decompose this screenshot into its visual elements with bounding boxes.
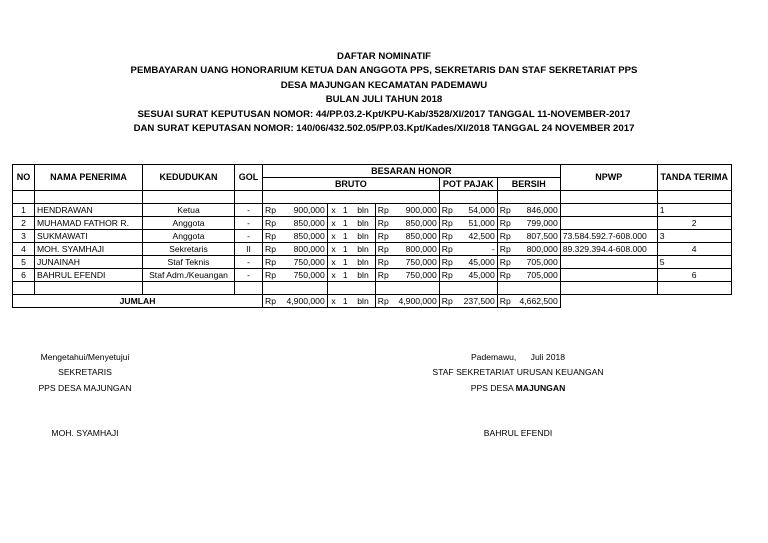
cell-tanda-terima: [657, 230, 731, 243]
cell-no: 1: [13, 204, 35, 217]
total-rate: 4,900,000: [285, 295, 328, 308]
cell-pajak: 51,000: [457, 217, 497, 230]
cell-unit: bln: [351, 230, 375, 243]
cell-no: 3: [13, 230, 35, 243]
col-header-bersih: BERSIH: [497, 178, 560, 191]
cell-rp3: Rp: [439, 269, 457, 282]
total-rp-rate: Rp: [263, 295, 285, 308]
cell-x: x: [327, 230, 339, 243]
cell-gol: -: [235, 256, 263, 269]
cell-qty: 1: [339, 243, 351, 256]
sig-left-approval: Mengetahui/Menyetujui: [40, 352, 130, 362]
cell-bersih: 846,000: [515, 204, 560, 217]
table-row: [13, 269, 732, 282]
signature-right: [418, 350, 618, 442]
col-header-nama: NAMA PENERIMA: [35, 165, 143, 191]
tanda-terima-left-number: 3: [659, 230, 665, 241]
cell-bersih: 799,000: [515, 217, 560, 230]
title-sk-kpu: SESUAI SURAT KEPUTUSAN NOMOR: 44/PP.03.2-Kpt/KPU-Kab/3528/XI/2017 TANGGAL 11-NOVEMBER-2017: [137, 108, 631, 120]
cell-bersih: 705,000: [515, 256, 560, 269]
cell-rp1: Rp: [263, 256, 285, 269]
cell-pajak: 45,000: [457, 269, 497, 282]
total-times: x: [327, 295, 339, 308]
cell-rate: 800,000: [285, 243, 328, 256]
sig-left-org: PPS DESA MAJUNGAN: [38, 382, 132, 393]
table-row: [13, 243, 732, 256]
cell-no: 2: [13, 217, 35, 230]
cell-rp3: Rp: [439, 230, 457, 243]
cell-x: x: [327, 256, 339, 269]
sig-right-title: STAF SEKRETARIAT URUSAN KEUANGAN: [432, 367, 604, 378]
cell-x: x: [327, 269, 339, 282]
cell-x: x: [327, 204, 339, 217]
table-body: [13, 204, 732, 282]
cell-bruto: 900,000: [393, 204, 439, 217]
title-daftar-nominatif: DAFTAR NOMINATIF: [337, 51, 431, 62]
cell-x: x: [327, 217, 339, 230]
cell-rp3: Rp: [439, 217, 457, 230]
cell-rp2: Rp: [375, 269, 393, 282]
cell-nama: MOH. SYAMHAJI: [35, 243, 143, 256]
table-row: [13, 230, 732, 243]
cell-kedudukan: Staf Teknis: [143, 256, 235, 269]
signature-left: [20, 350, 150, 442]
cell-npwp: 73.584.592.7-608.000: [560, 230, 657, 243]
cell-no: 5: [13, 256, 35, 269]
cell-rp4: Rp: [497, 217, 515, 230]
total-pajak: 237,500: [457, 295, 497, 308]
total-row: [13, 295, 732, 308]
tanda-terima-left-number: 5: [659, 256, 665, 267]
empty-row: [13, 282, 732, 295]
cell-rp3: Rp: [439, 243, 457, 256]
cell-npwp: [560, 269, 657, 282]
cell-nama: HENDRAWAN: [35, 204, 143, 217]
table-row: [13, 217, 732, 230]
sig-left-title: SEKRETARIS: [58, 367, 112, 378]
col-header-tanda-terima: TANDA TERIMA: [657, 165, 731, 191]
cell-rate: 750,000: [285, 256, 328, 269]
total-rp-bersih: Rp: [497, 295, 515, 308]
cell-rp2: Rp: [375, 230, 393, 243]
cell-bruto: 750,000: [393, 256, 439, 269]
cell-rate: 900,000: [285, 204, 328, 217]
cell-gol: II: [235, 243, 263, 256]
total-bersih: 4,662,500: [515, 295, 560, 308]
cell-gol: -: [235, 204, 263, 217]
cell-no: 6: [13, 269, 35, 282]
table-row: [13, 256, 732, 269]
cell-rp2: Rp: [375, 243, 393, 256]
table-row: [13, 204, 732, 217]
cell-pajak: -: [457, 243, 497, 256]
cell-nama: BAHRUL EFENDI: [35, 269, 143, 282]
cell-rp4: Rp: [497, 256, 515, 269]
cell-qty: 1: [339, 217, 351, 230]
total-rp-bruto: Rp: [375, 295, 393, 308]
cell-bruto: 850,000: [393, 230, 439, 243]
cell-bersih: 807,500: [515, 230, 560, 243]
cell-rp3: Rp: [439, 256, 457, 269]
cell-kedudukan: Anggota: [143, 230, 235, 243]
cell-rp2: Rp: [375, 217, 393, 230]
col-header-bruto: BRUTO: [263, 178, 440, 191]
cell-rp4: Rp: [497, 204, 515, 217]
col-header-pot-pajak: POT PAJAK: [439, 178, 497, 191]
tanda-terima-right-number: 4: [691, 243, 697, 254]
cell-rp1: Rp: [263, 243, 285, 256]
cell-npwp: [560, 217, 657, 230]
cell-kedudukan: Ketua: [143, 204, 235, 217]
col-header-npwp: NPWP: [560, 165, 657, 191]
cell-qty: 1: [339, 230, 351, 243]
cell-nama: SUKMAWATI: [35, 230, 143, 243]
cell-pajak: 42,500: [457, 230, 497, 243]
cell-bersih: 800,000: [515, 243, 560, 256]
cell-rp4: Rp: [497, 269, 515, 282]
cell-tanda-terima: [657, 243, 731, 256]
tanda-terima-right-number: 6: [691, 269, 697, 280]
total-rp-pajak: Rp: [439, 295, 457, 308]
cell-pajak: 54,000: [457, 204, 497, 217]
sig-right-org-prefix: PPS DESA: [470, 382, 516, 393]
cell-npwp: [560, 204, 657, 217]
cell-tanda-terima: [657, 217, 731, 230]
cell-unit: bln: [351, 256, 375, 269]
cell-unit: bln: [351, 243, 375, 256]
spacer-row: [13, 191, 732, 204]
cell-kedudukan: Staf Adm./Keuangan: [143, 269, 235, 282]
title-desa: DESA MAJUNGAN KECAMATAN PADEMAWU: [280, 79, 488, 91]
cell-rate: 850,000: [285, 230, 328, 243]
sig-left-name: MOH. SYAMHAJI: [51, 428, 119, 439]
cell-gol: -: [235, 217, 263, 230]
cell-rate: 850,000: [285, 217, 328, 230]
tanda-terima-left-number: 1: [659, 204, 665, 215]
cell-rp1: Rp: [263, 204, 285, 217]
sig-right-place-date: Pademawu, Juli 2018: [470, 352, 566, 362]
cell-rp1: Rp: [263, 217, 285, 230]
cell-no: 4: [13, 243, 35, 256]
cell-nama: MUHAMAD FATHOR R.: [35, 217, 143, 230]
cell-x: x: [327, 243, 339, 256]
cell-unit: bln: [351, 217, 375, 230]
total-label: JUMLAH: [13, 295, 263, 308]
cell-tanda-terima: [657, 269, 731, 282]
cell-qty: 1: [339, 204, 351, 217]
cell-pajak: 45,000: [457, 256, 497, 269]
title-bulan: BULAN JULI TAHUN 2018: [325, 94, 443, 106]
col-header-besaran-honor: BESARAN HONOR: [263, 165, 561, 178]
cell-gol: -: [235, 230, 263, 243]
cell-npwp: [560, 256, 657, 269]
col-header-no: NO: [13, 165, 35, 191]
cell-bruto: 800,000: [393, 243, 439, 256]
cell-tanda-terima: [657, 204, 731, 217]
cell-kedudukan: Anggota: [143, 217, 235, 230]
cell-nama: JUNAINAH: [35, 256, 143, 269]
cell-gol: -: [235, 269, 263, 282]
sig-right-org-bold: MAJUNGAN: [515, 382, 566, 393]
cell-rp3: Rp: [439, 204, 457, 217]
cell-qty: 1: [339, 256, 351, 269]
cell-bruto: 750,000: [393, 269, 439, 282]
cell-rp4: Rp: [497, 243, 515, 256]
total-qty: 1: [339, 295, 351, 308]
total-bruto: 4,900,000: [393, 295, 439, 308]
sig-right-org: [418, 381, 618, 396]
col-header-gol: GOL: [235, 165, 263, 191]
tanda-terima-right-number: 2: [691, 217, 697, 228]
cell-rp2: Rp: [375, 204, 393, 217]
cell-npwp: 89.329.394.4-608.000: [560, 243, 657, 256]
cell-rate: 750,000: [285, 269, 328, 282]
document-title-block: [0, 50, 768, 136]
cell-unit: bln: [351, 204, 375, 217]
cell-rp4: Rp: [497, 230, 515, 243]
cell-rp2: Rp: [375, 256, 393, 269]
cell-bruto: 850,000: [393, 217, 439, 230]
title-pembayaran: PEMBAYARAN UANG HONORARIUM KETUA DAN ANGGOTA PPS, SEKRETARIS DAN STAF SEKRETARIAT PPS: [130, 65, 638, 77]
cell-tanda-terima: [657, 256, 731, 269]
sig-right-name: BAHRUL EFENDI: [483, 428, 553, 439]
total-unit: bln: [351, 295, 375, 308]
cell-bersih: 705,000: [515, 269, 560, 282]
cell-rp1: Rp: [263, 269, 285, 282]
cell-rp1: Rp: [263, 230, 285, 243]
cell-kedudukan: Sekretaris: [143, 243, 235, 256]
col-header-kedudukan: KEDUDUKAN: [143, 165, 235, 191]
cell-unit: bln: [351, 269, 375, 282]
nominatif-table: [12, 164, 732, 308]
title-sk-kades: DAN SURAT KEPUTASAN NOMOR: 140/06/432.502.05/PP.03.Kpt/Kades/XI/2018 TANGGAL 24 NOVEMBER 2017: [133, 123, 635, 135]
cell-qty: 1: [339, 269, 351, 282]
